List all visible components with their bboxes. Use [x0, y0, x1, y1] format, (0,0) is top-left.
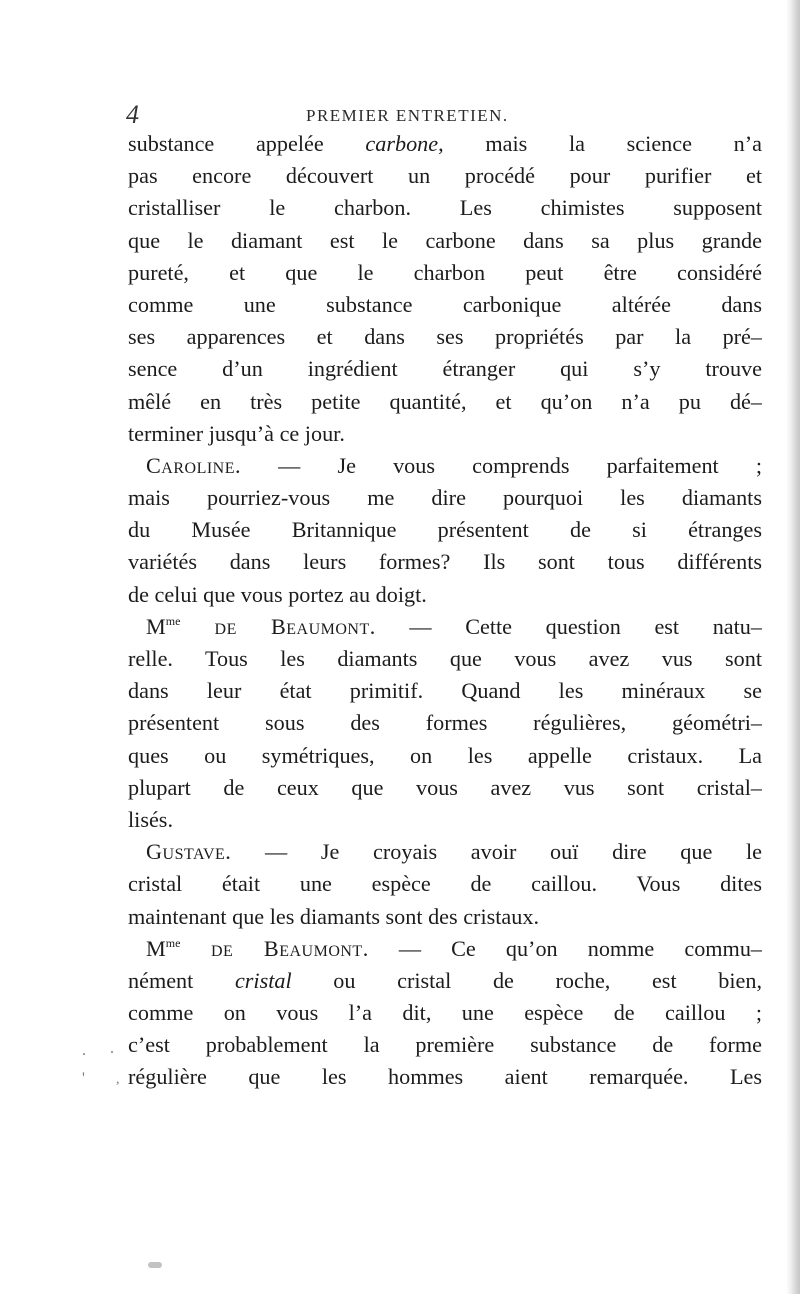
text-line: substance appelée carbone, mais la science n’a [128, 131, 762, 156]
text-line: nément cristal ou cristal de roche, est bien, [128, 967, 762, 993]
text-line: plupart de ceux que vous avez vus sont cristal– [128, 774, 762, 800]
text-line: présentent sous des formes régulières, géométri– [128, 710, 762, 736]
margin-speck: . [82, 1042, 86, 1059]
text-line: ques ou symétriques, on les appelle cristaux. La [128, 742, 762, 768]
text-line: dans leur état primitif. Quand les minéraux se [128, 678, 762, 704]
text-line: mêlé en très petite quantité, et qu’on n’a pu dé– [128, 388, 762, 414]
speaker-name: $M^{me}$ de Beaumont. [146, 935, 369, 961]
running-head: PREMIER ENTRETIEN. [306, 106, 509, 125]
text-line: comme on vous l’a dit, une espèce de caillou ; [128, 1000, 762, 1026]
dialogue-line: Gustave. — Je croyais avoir ouï dire que le [146, 839, 762, 865]
margin-speck: ' [82, 1070, 85, 1087]
text-line: ses apparences et dans ses propriétés par la pré– [128, 324, 762, 350]
speaker-name: Caroline. [146, 452, 242, 478]
text-line: cristal était une espèce de caillou. Vous dites [128, 871, 762, 897]
text-line: de celui que vous portez au doigt. [128, 581, 427, 607]
text-line: sence d’un ingrédient étranger qui s’y trouve [128, 356, 762, 382]
text-line: maintenant que les diamants sont des cristaux. [128, 903, 539, 929]
text-line: terminer jusqu’à ce jour. [128, 420, 345, 446]
italic-term: cristal [234, 967, 292, 993]
margin-speck: . [110, 1040, 114, 1057]
text-line: relle. Tous les diamants que vous avez vus sont [128, 646, 762, 671]
dialogue-line: Caroline. — Je vous comprends parfaitement ; [146, 452, 762, 478]
margin-speck: , [116, 1072, 120, 1087]
text-line: c’est probablement la première substance de forme [128, 1032, 762, 1058]
dialogue-line: $M^{me}$ de Beaumont. — Ce qu’on nomme commu– [146, 935, 762, 961]
speaker-name: Gustave. [146, 839, 232, 865]
page-number: 4 [126, 100, 139, 129]
ink-smudge [148, 1262, 162, 1268]
text-line: mais pourriez-vous me dire pourquoi les diamants [128, 485, 762, 511]
italic-term: carbone [365, 131, 439, 156]
text-line: variétés dans leurs formes? Ils sont tous différents [128, 549, 762, 575]
text-line: cristalliser le charbon. Les chimistes supposent [128, 195, 762, 221]
page-edge-shadow [786, 0, 800, 1294]
dialogue-line: $M^{me}$ de Beaumont. — Cette question est natu– [146, 613, 762, 639]
text-line: pureté, et que le charbon peut être considéré [128, 259, 762, 285]
text-line: que le diamant est le carbone dans sa plus grande [128, 227, 762, 253]
speaker-name: $M^{me}$ de Beaumont. [146, 613, 376, 639]
text-line: régulière que les hommes aient remarquée. Les [128, 1064, 762, 1090]
text-line: pas encore découvert un procédé pour purifier et [128, 163, 762, 189]
text-line: lisés. [128, 806, 173, 832]
body-text [128, 128, 762, 1094]
text-line: comme une substance carbonique altérée dans [128, 291, 762, 317]
text-line: du Musée Britannique présentent de si étranges [128, 517, 762, 543]
